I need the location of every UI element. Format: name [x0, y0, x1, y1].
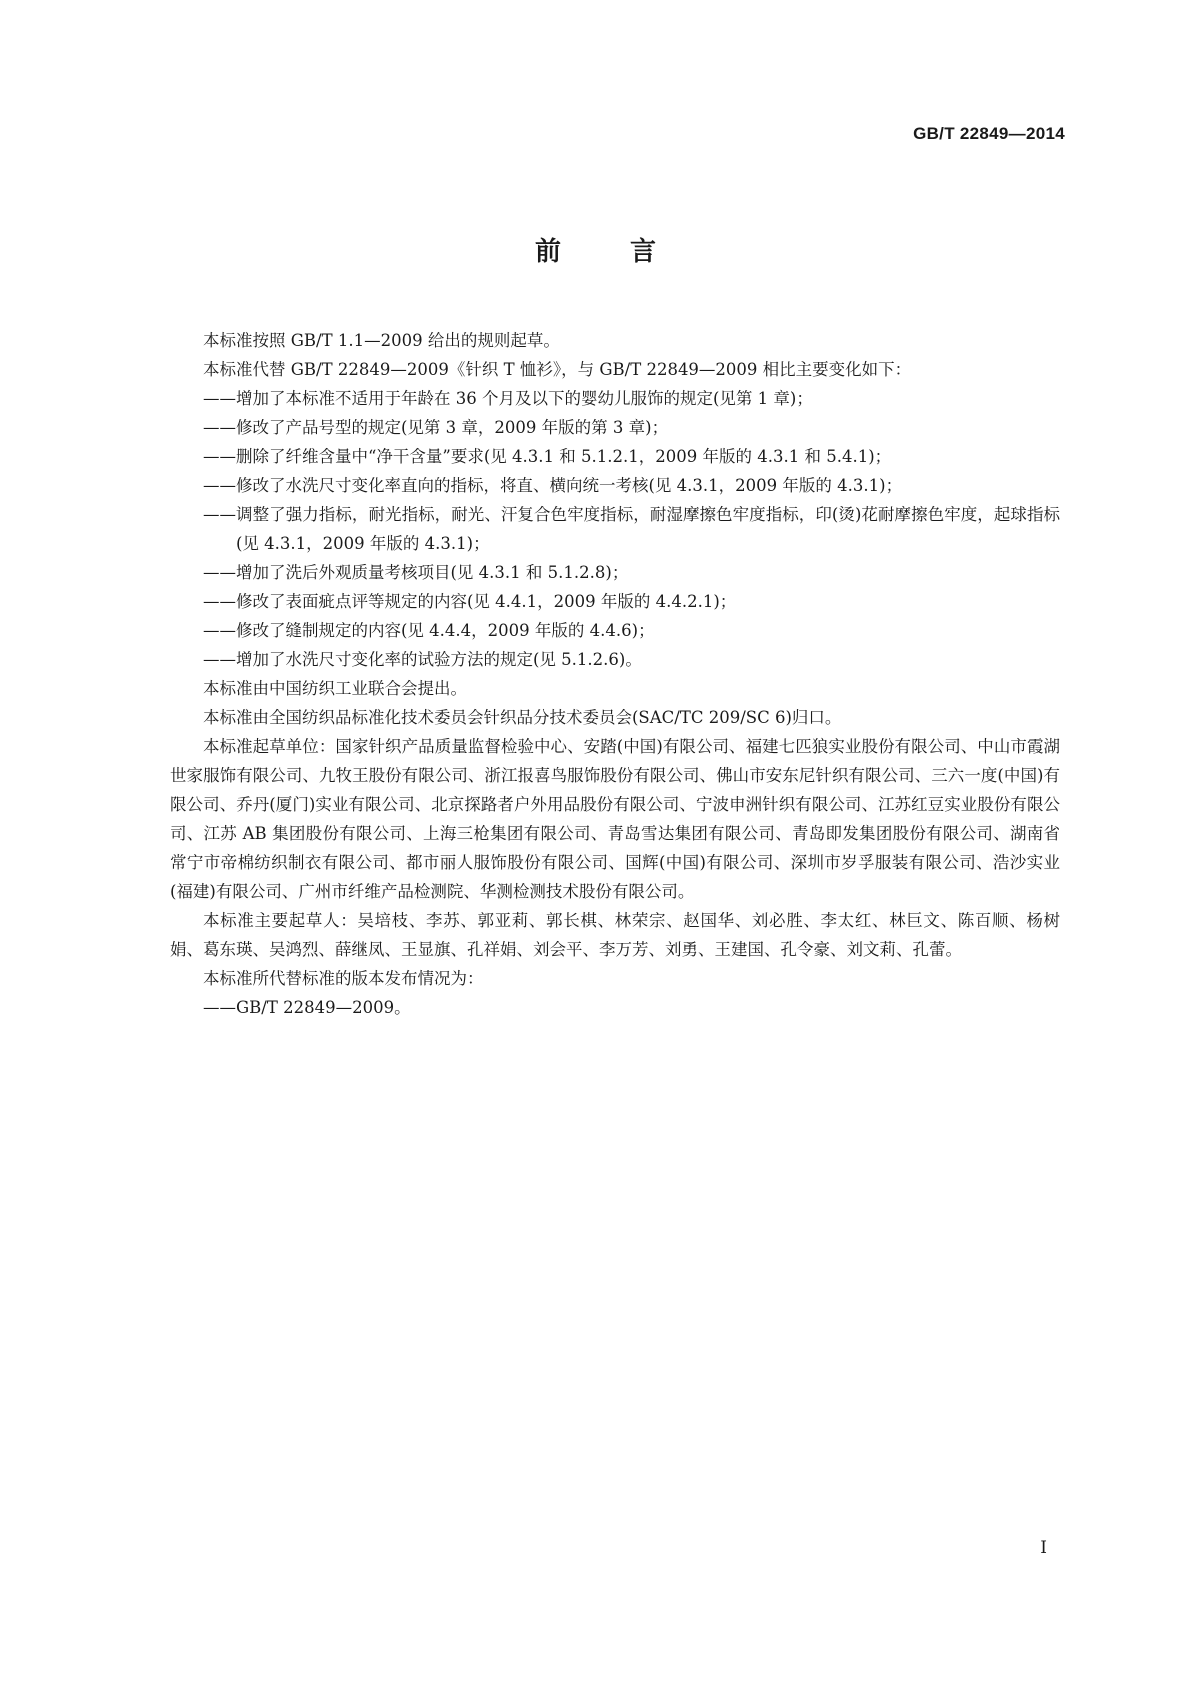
change-item: ——增加了水洗尺寸变化率的试验方法的规定(见 5.1.2.6)。 — [203, 650, 642, 669]
foreword-body — [170, 326, 1060, 1022]
change-item: ——修改了产品号型的规定(见第 3 章，2009 年版的第 3 章)； — [203, 418, 669, 437]
change-item: ——修改了表面疵点评等规定的内容(见 4.4.1，2009 年版的 4.4.2.1)； — [203, 592, 737, 611]
change-item: ——增加了洗后外观质量考核项目(见 4.3.1 和 5.1.2.8)； — [203, 563, 629, 582]
standard-code-header: GB/T 22849—2014 — [913, 124, 1065, 143]
change-item: ——删除了纤维含量中“净干含量”要求(见 4.3.1 和 5.1.2.1，2009 年版的 4.3.1 和 5.4.1)； — [203, 447, 892, 466]
paragraph-previous-editions: 本标准所代替标准的版本发布情况为： — [203, 969, 484, 988]
paragraph-technical-committee: 本标准由全国纺织品标准化技术委员会针织品分技术委员会(SAC/TC 209/SC 6)归口。 — [203, 708, 842, 727]
change-item: ——增加了本标准不适用于年龄在 36 个月及以下的婴幼儿服饰的规定(见第 1 章)； — [203, 389, 813, 408]
page-title: 前 言 — [534, 237, 687, 267]
change-item: ——调整了强力指标，耐光指标，耐光、汗复合色牢度指标，耐湿摩擦色牢度指标，印(烫)花耐摩擦色牢度，起球指标(见 4.3.1，2009 年版的 4.3.1)； — [203, 505, 1060, 553]
paragraph-proposer: 本标准由中国纺织工业联合会提出。 — [203, 679, 467, 698]
paragraph-drafting-rules: 本标准按照 GB/T 1.1—2009 给出的规则起草。 — [203, 331, 560, 350]
change-item: ——修改了缝制规定的内容(见 4.4.4，2009 年版的 4.4.6)； — [203, 621, 655, 640]
paragraph-drafting-units: 本标准起草单位：国家针织产品质量监督检验中心、安踏(中国)有限公司、福建七匹狼实业股份有限公司、中山市霞湖世家服饰有限公司、九牧王股份有限公司、浙江报喜鸟服饰股份有限公司、佛山市安东尼针织有限公司、三六一度(中国)有限公司、乔丹(厦门)实业有限公司、北京探路者户外用品股份有限公司、宁波申洲针织有限公司、江苏红豆实业股份有限公司、江苏 AB 集团股份有限公司、上海三枪集团有限公司、青岛雪达集团有限公司、青岛即发集团股份有限公司、湖南省常宁市帝棉纺织制衣有限公司、都市丽人服饰股份有限公司、国辉(中国)有限公司、深圳市岁孚服装有限公司、浩沙实业(福建)有限公司、广州市纤维产品检测院、华测检测技术股份有限公司。 — [170, 737, 1060, 901]
paragraph-replacement: 本标准代替 GB/T 22849—2009《针织 T 恤衫》，与 GB/T 22849—2009 相比主要变化如下： — [203, 360, 912, 379]
page-number: I — [1040, 1538, 1047, 1558]
previous-edition-item: ——GB/T 22849—2009。 — [203, 998, 411, 1017]
change-item: ——修改了水洗尺寸变化率直向的指标，将直、横向统一考核(见 4.3.1，2009 年版的 4.3.1)； — [203, 476, 903, 495]
paragraph-drafters: 本标准主要起草人：吴培枝、李苏、郭亚莉、郭长棋、林荣宗、赵国华、刘必胜、李太红、林巨文、陈百顺、杨树娟、葛东瑛、吴鸿烈、薛继凤、王显旗、孔祥娟、刘会平、李万芳、刘勇、王建国、孔令豪、刘文莉、孔蕾。 — [170, 911, 1060, 959]
